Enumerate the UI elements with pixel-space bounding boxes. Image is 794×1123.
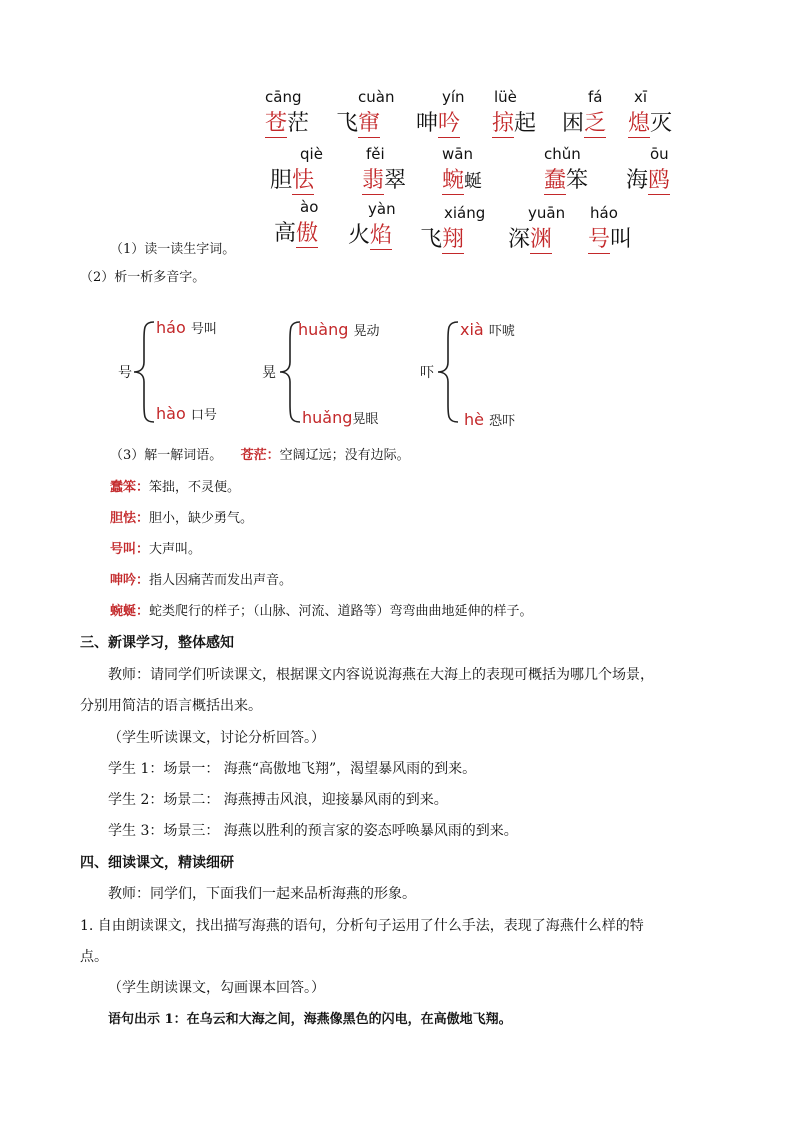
- pinyin: chǔn: [544, 145, 581, 163]
- new-character: 熄: [628, 111, 651, 136]
- student-note: （学生朗读课文，勾画课本回答。）: [108, 980, 325, 996]
- new-character: 焰: [370, 223, 393, 248]
- student-answer: 学生 3：场景三： 海燕以胜利的预言家的姿态呼唤暴风雨的到来。: [108, 823, 518, 839]
- new-character: 翔: [442, 227, 465, 252]
- word-prefix: 火: [348, 223, 371, 248]
- new-character: 乏: [584, 111, 607, 136]
- new-character: 吟: [438, 111, 461, 136]
- word-suffix: 灭: [650, 111, 673, 136]
- new-character: 渊: [530, 227, 553, 252]
- pinyin: xī: [634, 88, 648, 106]
- pinyin: lüè: [494, 88, 517, 106]
- pinyin: cāng: [265, 88, 302, 106]
- task-line: 1. 自由朗读课文，找出描写海燕的语句，分析句子运用了什么手法，表现了海燕什么样的特: [80, 918, 644, 934]
- student-answer: 学生 1：场景一： 海燕“高傲地飞翔”，渴望暴风雨的到来。: [108, 761, 477, 777]
- word-prefix: 呻: [416, 111, 439, 136]
- polyphone-top: [298, 320, 380, 339]
- new-character: 苍: [265, 111, 288, 136]
- pinyin: hào: [156, 404, 186, 423]
- new-character: 傲: [296, 221, 319, 246]
- pinyin: huàng: [298, 320, 349, 339]
- pinyin: yuān: [528, 204, 566, 222]
- definition-term: 苍茫：: [240, 448, 280, 463]
- example-word: 晃动: [353, 324, 380, 339]
- new-character: 怯: [292, 168, 315, 193]
- teacher-line: 教师：请同学们听读课文，根据课文内容说说海燕在大海上的表现可概括为哪几个场景，: [108, 667, 654, 683]
- polyphone-bottom: [464, 410, 515, 429]
- new-character: 鸥: [648, 168, 671, 193]
- student-answer: 学生 2：场景二： 海燕搏击风浪，迎接暴风雨的到来。: [108, 792, 448, 808]
- definition-text: 胆小，缺少勇气。: [149, 511, 254, 526]
- teacher-line: 教师：同学们，下面我们一起来品析海燕的形象。: [108, 886, 416, 902]
- word-prefix: 海: [626, 168, 649, 193]
- polyphone-top: [460, 320, 515, 339]
- new-character: 蜿: [442, 168, 465, 193]
- definition-text: 空阔辽远；没有边际。: [279, 448, 410, 463]
- step-1-heading: （1）读一读生字词。: [110, 242, 236, 257]
- definition-term: 蠢笨：: [110, 480, 150, 495]
- example-word: 吓唬: [488, 324, 515, 339]
- polyphone-char: 晃: [262, 365, 276, 381]
- pinyin: huǎng: [302, 408, 353, 427]
- pinyin: qiè: [300, 145, 323, 163]
- pinyin: cuàn: [358, 88, 395, 106]
- new-character: 掠: [492, 111, 515, 136]
- word-prefix: 高: [274, 221, 297, 246]
- task-line: 点。: [80, 949, 108, 965]
- step-3-heading: （3）解一解词语。: [110, 448, 223, 463]
- pinyin: háo: [590, 204, 618, 222]
- section-4-heading: 四、细读课文，精读细研: [80, 855, 234, 871]
- pinyin: xiáng: [444, 204, 486, 222]
- pinyin: hè: [464, 410, 484, 429]
- pinyin: yín: [442, 88, 465, 106]
- pinyin: fá: [588, 88, 603, 106]
- word-suffix: 起: [514, 111, 537, 136]
- pinyin: yàn: [368, 200, 396, 218]
- word-suffix: 翠: [384, 168, 407, 193]
- definition-row: [110, 509, 253, 529]
- polyphone-bottom: [156, 404, 217, 423]
- pinyin: ōu: [650, 145, 669, 163]
- word-prefix: 深: [508, 227, 531, 252]
- student-note: （学生听读课文，讨论分析回答。）: [108, 730, 325, 746]
- word-suffix: 茫: [287, 111, 310, 136]
- example-word: 恐吓: [489, 414, 516, 429]
- step-2-heading: （2）析一析多音字。: [80, 270, 206, 285]
- step-3-line: [110, 446, 410, 466]
- brace-icon: [132, 320, 156, 424]
- pinyin: ào: [300, 198, 319, 216]
- new-character: 蠢: [544, 168, 567, 193]
- definition-row: [110, 571, 292, 591]
- pinyin: háo: [156, 318, 186, 337]
- pinyin: xià: [460, 320, 484, 339]
- example-word: 号叫: [190, 322, 217, 337]
- definition-row: [110, 540, 201, 560]
- polyphone-char: 号: [118, 365, 132, 381]
- word-suffix: 蜒: [464, 171, 483, 192]
- definition-text: 指人因痛苦而发出声音。: [149, 573, 293, 588]
- definition-term: 号叫：: [110, 542, 150, 557]
- word-suffix: 笨: [566, 168, 589, 193]
- definition-term: 胆怯：: [110, 511, 150, 526]
- new-character: 翡: [362, 168, 385, 193]
- polyphone-char: 吓: [420, 365, 434, 381]
- definition-row: [110, 602, 533, 622]
- pinyin: fěi: [366, 145, 385, 163]
- definition-row: [110, 478, 240, 498]
- quoted-sentence: 语句出示 1：在乌云和大海之间，海燕像黑色的闪电，在高傲地飞翔。: [108, 1012, 512, 1027]
- word-suffix: 叫: [610, 227, 633, 252]
- pinyin: wān: [442, 145, 473, 163]
- brace-icon: [436, 320, 460, 424]
- word-prefix: 飞: [420, 227, 443, 252]
- definition-text: 笨拙，不灵便。: [149, 480, 241, 495]
- section-3-heading: 三、新课学习，整体感知: [80, 635, 234, 651]
- word-prefix: 胆: [270, 168, 293, 193]
- example-word: 口号: [190, 408, 217, 423]
- new-character: 窜: [358, 111, 381, 136]
- word-prefix: 困: [562, 111, 585, 136]
- polyphone-top: [156, 318, 217, 337]
- definition-term: 蜿蜒：: [110, 604, 150, 619]
- definition-text: 蛇类爬行的样子；（山脉、河流、道路等）弯弯曲曲地延伸的样子。: [149, 604, 533, 619]
- definition-term: 呻吟：: [110, 573, 150, 588]
- word-prefix: 飞: [336, 111, 359, 136]
- definition-text: 大声叫。: [149, 542, 202, 557]
- teacher-line: 分别用简洁的语言概括出来。: [80, 698, 262, 714]
- example-word: 晃眼: [352, 412, 379, 427]
- polyphone-bottom: [302, 408, 378, 427]
- new-character: 号: [588, 227, 611, 252]
